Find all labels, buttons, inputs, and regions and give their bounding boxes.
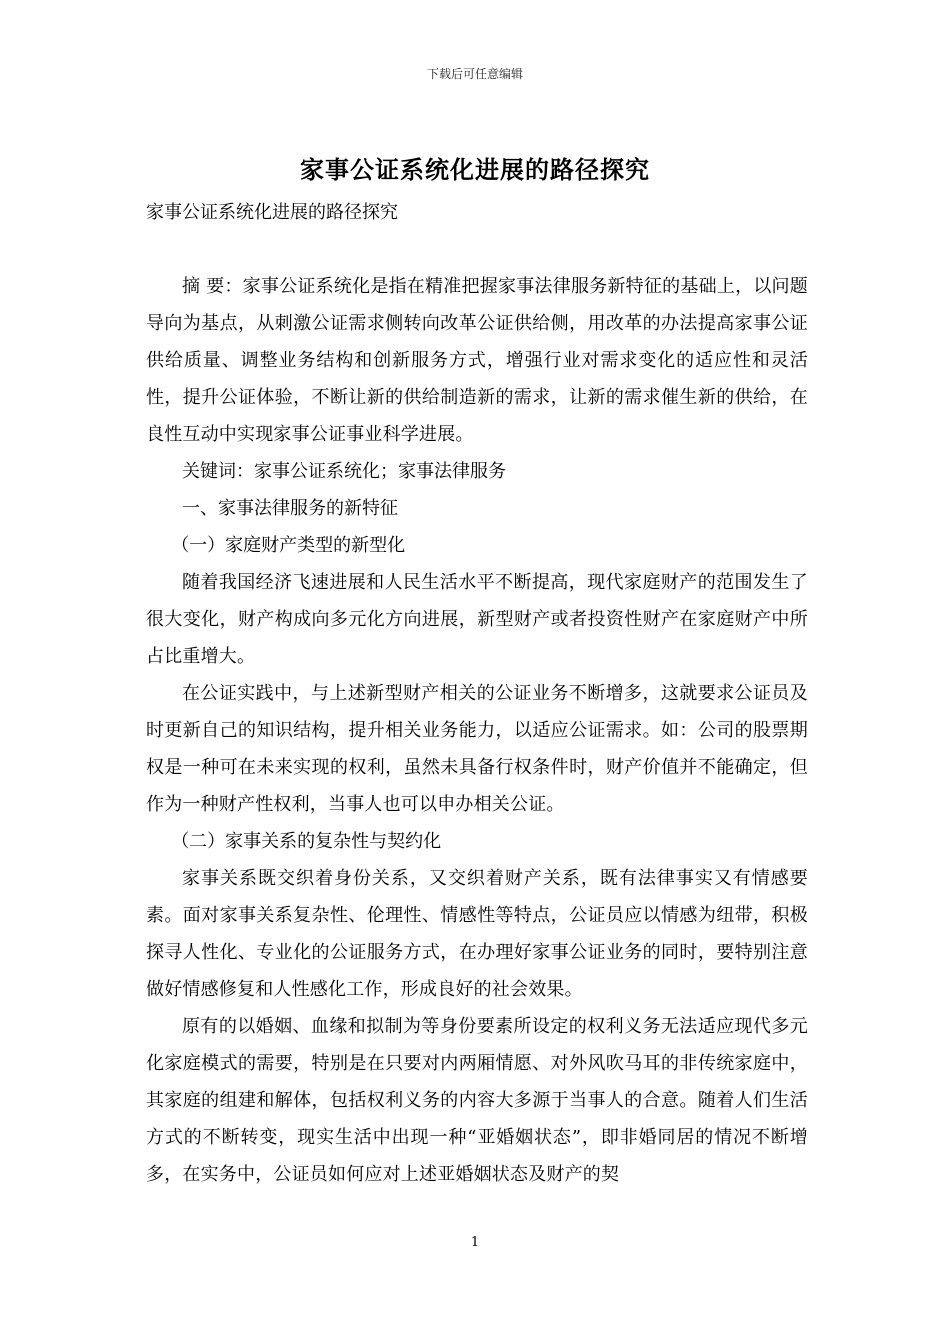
document-body <box>146 268 808 1193</box>
body-paragraph: 家事关系既交织着身份关系，又交织着财产关系，既有法律事实又有情感要素。面对家事关系复杂性、伦理性、情感性等特点，公证员应以情感为纽带，积极探寻人性化、专业化的公证服务方式，在办理好家事公证业务的同时，要特别注意做好情感修复和人性感化工作，形成良好的社会效果。 <box>146 868 808 1000</box>
abstract-paragraph: 摘 要：家事公证系统化是指在精准把握家事法律服务新特征的基础上，以问题导向为基点，从刺激公证需求侧转向改革公证供给侧，用改革的办法提高家事公证供给质量、调整业务结构和创新服务方式，增强行业对需求变化的适应性和灵活性，提升公证体验，不断让新的供给制造新的需求，让新的需求催生新的供给，在良性互动中实现家事公证事业科学进展。 <box>146 276 808 445</box>
keywords-line: 关键词：家事公证系统化；家事法律服务 <box>182 461 506 482</box>
section-heading: 一、家事法律服务的新特征 <box>182 498 398 519</box>
body-paragraph: 原有的以婚姻、血缘和拟制为等身份要素所设定的权利义务无法适应现代多元化家庭模式的需要，特别是在只要对内两厢情愿、对外风吹马耳的非传统家庭中，其家庭的组建和解体，包括权利义务的内容大多源于当事人的合意。随着人们生活方式的不断转变，现实生活中出现一种“亚婚姻状态”，即非婚同居的情况不断增多，在实务中，公证员如何应对上述亚婚姻状态及财产的契 <box>146 1016 808 1185</box>
subsection-heading: （一）家庭财产类型的新型化 <box>171 535 406 556</box>
document-title: 家事公证系统化进展的路径探究 <box>300 155 650 184</box>
document-subtitle: 家事公证系统化进展的路径探究 <box>146 202 398 223</box>
body-paragraph: 在公证实践中，与上述新型财产相关的公证业务不断增多，这就要求公证员及时更新自己的知识结构，提升相关业务能力，以适应公证需求。如：公司的股票期权是一种可在未来实现的权利，虽然未具备行权条件时，财产价值并不能确定，但作为一种财产性权利，当事人也可以申办相关公证。 <box>146 683 808 815</box>
subsection-heading: （二）家事关系的复杂性与契约化 <box>171 831 442 852</box>
header-note: 下载后可任意编辑 <box>426 67 523 81</box>
body-paragraph: 随着我国经济飞速进展和人民生活水平不断提高，现代家庭财产的范围发生了很大变化，财产构成向多元化方向进展，新型财产或者投资性财产在家庭财产中所占比重增大。 <box>146 572 808 667</box>
page-number: 1 <box>470 1235 480 1250</box>
